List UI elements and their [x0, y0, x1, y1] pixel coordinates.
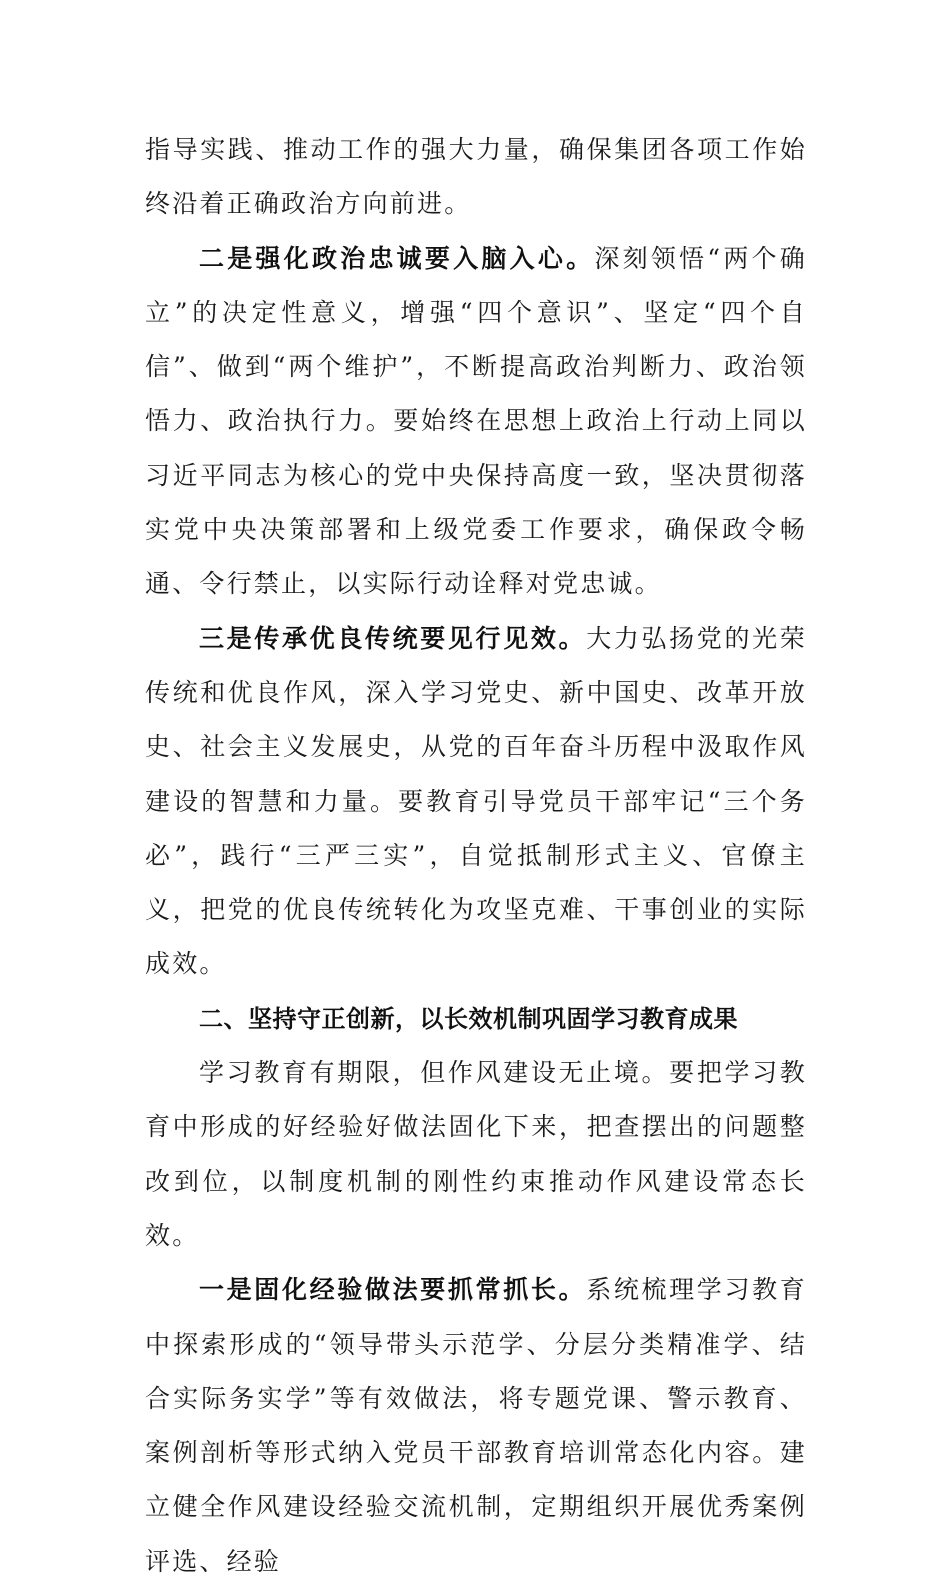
paragraph-political-loyalty — [145, 232, 807, 612]
paragraph-lead: 三是传承优良传统要见行见效。 — [199, 623, 587, 653]
paragraph-continuation — [145, 123, 807, 232]
document-body — [145, 123, 807, 1589]
paragraph-text: 大力弘扬党的光荣传统和优良作风，深入学习党史、新中国史、改革开放史、社会主义发展史，从党的百年奋斗历程中汲取作风建设的智慧和力量。要教育引导党员干部牢记“三个务必”，践行“三严三实”，自觉抵制形式主义、官僚主义，把党的优良传统转化为攻坚克难、干事创业的实际成效。 — [145, 623, 807, 979]
paragraph-text: 系统梳理学习教育中探索形成的“领导带头示范学、分层分类精准学、结合实际务实学”等有效做法，将专题党课、警示教育、案例剖析等形式纳入党员干部教育培训常态化内容。建立健全作风建设经验交流机制，定期组织开展优秀案例评选、经验 — [145, 1275, 807, 1576]
paragraph-fine-traditions — [145, 612, 807, 992]
paragraph-section-intro — [145, 1046, 807, 1263]
paragraph-lead: 一是固化经验做法要抓常抓长。 — [199, 1275, 587, 1305]
paragraph-text: 学习教育有期限，但作风建设无止境。要把学习教育中形成的好经验好做法固化下来，把查摆出的问题整改到位，以制度机制的刚性约束推动作风建设常态长效。 — [145, 1058, 807, 1250]
paragraph-text: 指导实践、推动工作的强大力量，确保集团各项工作始终沿着正确政治方向前进。 — [145, 135, 807, 219]
section-heading: 二、坚持守正创新，以长效机制巩固学习教育成果 — [199, 1004, 738, 1033]
paragraph-text: 深刻领悟“两个确立”的决定性意义，增强“四个意识”、坚定“四个自信”、做到“两个维护”，不断提高政治判断力、政治领悟力、政治执行力。要始终在思想上政治上行动上同以习近平同志为核心的党中央保持高度一致，坚决贯彻落实党中央决策部署和上级党委工作要求，确保政令畅通、令行禁止，以实际行动诠释对党忠诚。 — [145, 243, 807, 599]
paragraph-consolidate-experience — [145, 1263, 807, 1589]
paragraph-lead: 二是强化政治忠诚要入脑入心。 — [199, 243, 595, 273]
